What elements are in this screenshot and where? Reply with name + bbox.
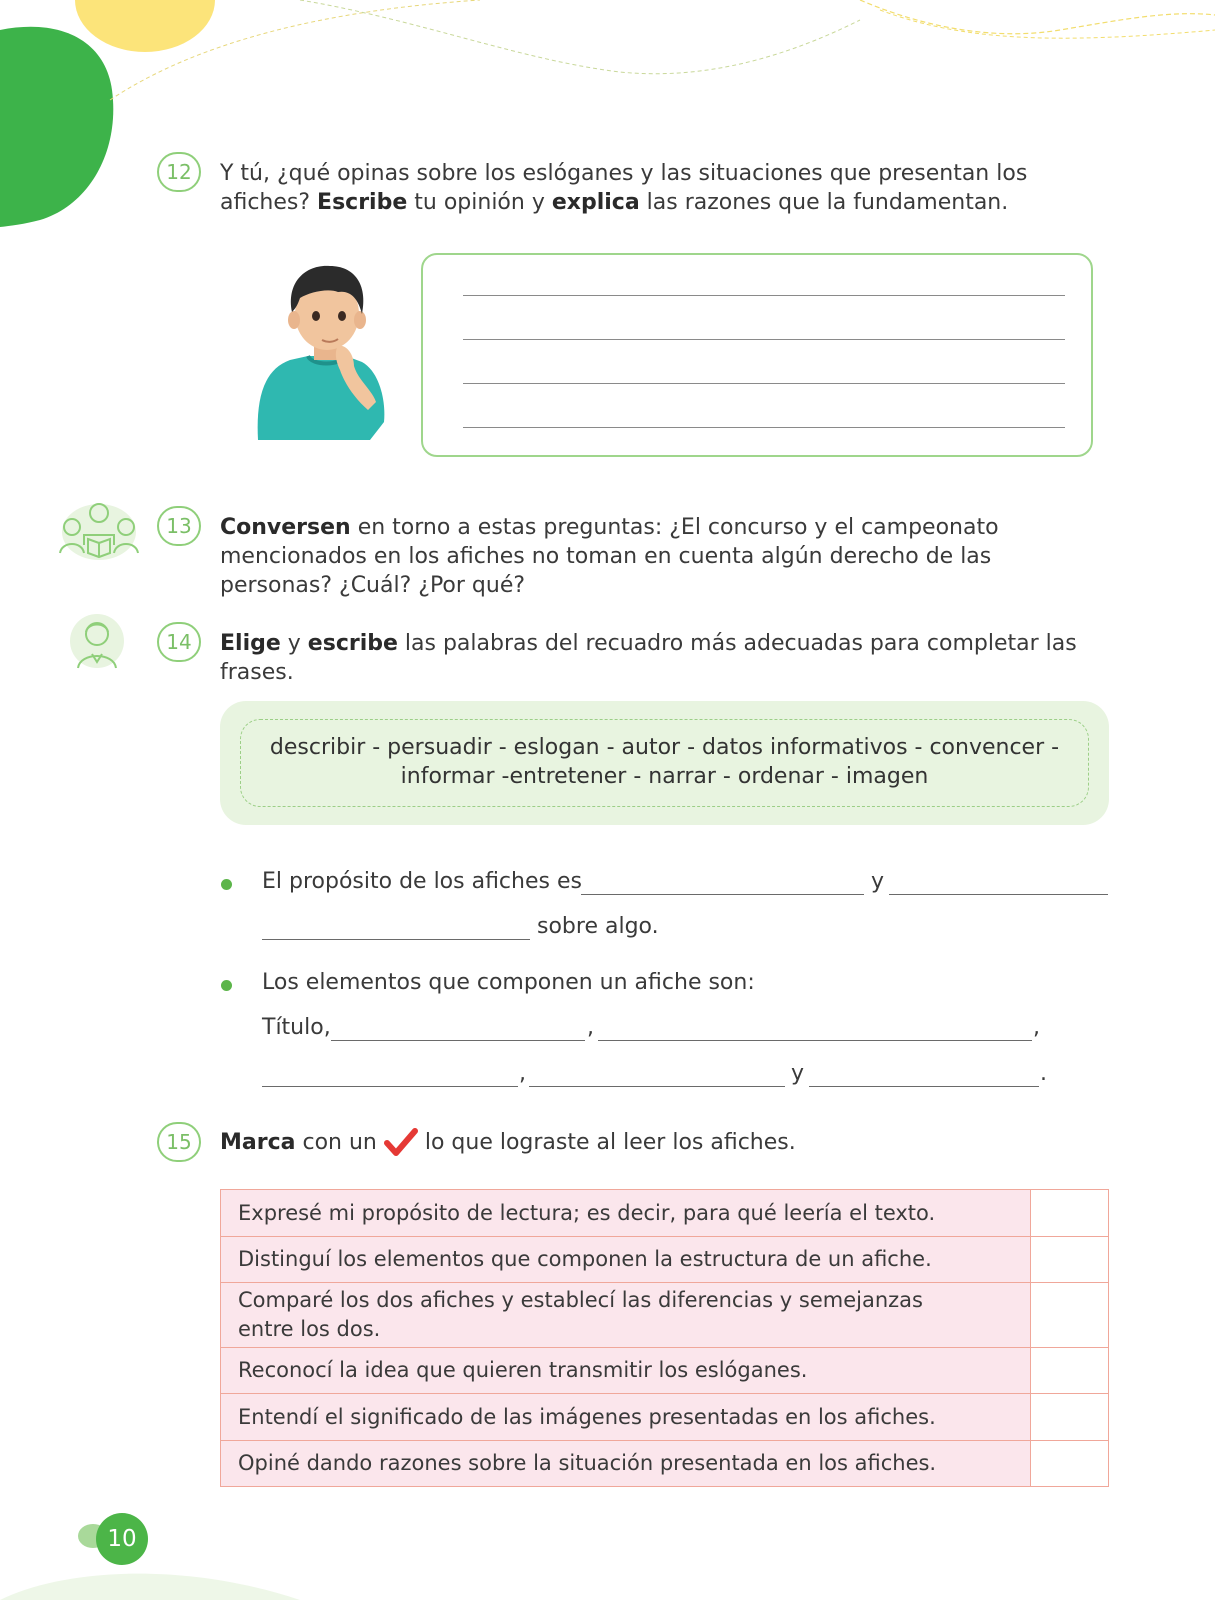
table-row-checkbox[interactable] xyxy=(1031,1348,1109,1394)
q12-bold-escribe: Escribe xyxy=(317,190,408,215)
q14-bold-elige: Elige xyxy=(220,631,281,656)
bullet-2 xyxy=(221,980,232,991)
blank-purpose-3[interactable] xyxy=(262,939,530,940)
q14-bold-escribe: escribe xyxy=(307,631,398,656)
question-number-13: 13 xyxy=(157,506,201,546)
comma-2: , xyxy=(1033,1015,1040,1040)
question-13-text xyxy=(220,513,1100,600)
word-bank xyxy=(220,701,1109,825)
bullet-1 xyxy=(221,879,232,890)
titulo-label: Título, xyxy=(262,1015,331,1040)
q15-text-mid: con un xyxy=(295,1130,384,1155)
table-row xyxy=(221,1283,1109,1348)
q12-text-before: Y tú, ¿qué opinas sobre los eslóganes y las situaciones que presentan los afiches? xyxy=(220,161,1028,215)
question-14-text xyxy=(220,629,1100,687)
blank-element-2[interactable] xyxy=(598,1040,1032,1041)
answer-line-3 xyxy=(463,383,1065,384)
blank-element-3[interactable] xyxy=(262,1086,518,1087)
table-row-text: Reconocí la idea que quieren transmitir los eslóganes. xyxy=(221,1348,1031,1394)
table-row-text: Distinguí los elementos que componen la estructura de un afiche. xyxy=(221,1237,1031,1283)
answer-line-4 xyxy=(463,427,1065,428)
table-row-checkbox[interactable] xyxy=(1031,1237,1109,1283)
blank-element-5[interactable] xyxy=(809,1086,1039,1087)
group-reading-icon xyxy=(58,499,140,561)
question-number-12: 12 xyxy=(157,152,201,192)
question-15-text xyxy=(220,1127,1100,1157)
word-bank-line-1: describir - persuadir - eslogan - autor - datos informativos - convencer - xyxy=(269,735,1060,760)
blank-element-1[interactable] xyxy=(331,1040,585,1041)
table-row-checkbox[interactable] xyxy=(1031,1441,1109,1487)
check-mark-icon xyxy=(384,1127,418,1157)
q12-text-after: las razones que la fundamentan. xyxy=(639,190,1009,215)
comma-3: , xyxy=(519,1061,526,1086)
page-number: 10 xyxy=(96,1513,148,1565)
answer-box-12[interactable] xyxy=(421,253,1093,457)
table-row xyxy=(221,1237,1109,1283)
q13-bold-conversen: Conversen xyxy=(220,515,351,540)
question-number-15: 15 xyxy=(157,1122,201,1162)
comma-1: , xyxy=(587,1015,594,1040)
word-bank-line-2: informar -entretener - narrar - ordenar - imagen xyxy=(400,764,929,789)
table-row-checkbox[interactable] xyxy=(1031,1190,1109,1237)
table-row-text: Comparé los dos afiches y establecí las diferencias y semejanzas entre los dos. xyxy=(221,1283,1031,1348)
q15-text-after: lo que lograste al leer los afiches. xyxy=(417,1130,796,1155)
bullet-2-text: Los elementos que componen un afiche son: xyxy=(262,970,755,995)
table-row-text: Expresé mi propósito de lectura; es decir, para qué leería el texto. xyxy=(221,1190,1031,1237)
word-bank-inner xyxy=(240,719,1089,807)
q13-text-after: en torno a estas preguntas: ¿El concurso y el campeonato mencionados en los afiches no toman en cuenta algún derecho de las personas? ¿Cuál? ¿Por qué? xyxy=(220,515,999,598)
table-row xyxy=(221,1190,1109,1237)
blank-purpose-1[interactable] xyxy=(581,894,864,895)
table-row xyxy=(221,1394,1109,1441)
boy-thinking-illustration xyxy=(250,262,400,442)
q12-text-mid: tu opinión y xyxy=(407,190,552,215)
q12-bold-explica: explica xyxy=(551,190,640,215)
bullet-1-y: y xyxy=(871,869,885,894)
table-row xyxy=(221,1441,1109,1487)
footer-decoration xyxy=(0,1560,320,1600)
q14-text-after: las palabras del recuadro más adecuadas para completar las frases. xyxy=(220,631,1077,685)
q15-bold-marca: Marca xyxy=(220,1130,296,1155)
bullet-1-end: sobre algo. xyxy=(537,914,659,939)
table-row-text: Opiné dando razones sobre la situación presentada en los afiches. xyxy=(221,1441,1031,1487)
blank-element-4[interactable] xyxy=(529,1086,785,1087)
decorative-background xyxy=(0,0,1215,260)
question-12-text xyxy=(220,159,1100,217)
answer-line-2 xyxy=(463,339,1065,340)
blank-purpose-2[interactable] xyxy=(889,894,1108,895)
table-row xyxy=(221,1348,1109,1394)
table-row-text: Entendí el significado de las imágenes presentadas en los afiches. xyxy=(221,1394,1031,1441)
question-number-14: 14 xyxy=(157,622,201,662)
self-assessment-table xyxy=(220,1189,1109,1487)
student-icon xyxy=(68,612,126,672)
q14-text-mid: y xyxy=(280,631,308,656)
bullet-1-text: El propósito de los afiches es xyxy=(262,869,582,894)
period: . xyxy=(1040,1061,1047,1086)
table-row-checkbox[interactable] xyxy=(1031,1283,1109,1348)
answer-line-1 xyxy=(463,295,1065,296)
table-row-checkbox[interactable] xyxy=(1031,1394,1109,1441)
y-connector: y xyxy=(791,1061,805,1086)
